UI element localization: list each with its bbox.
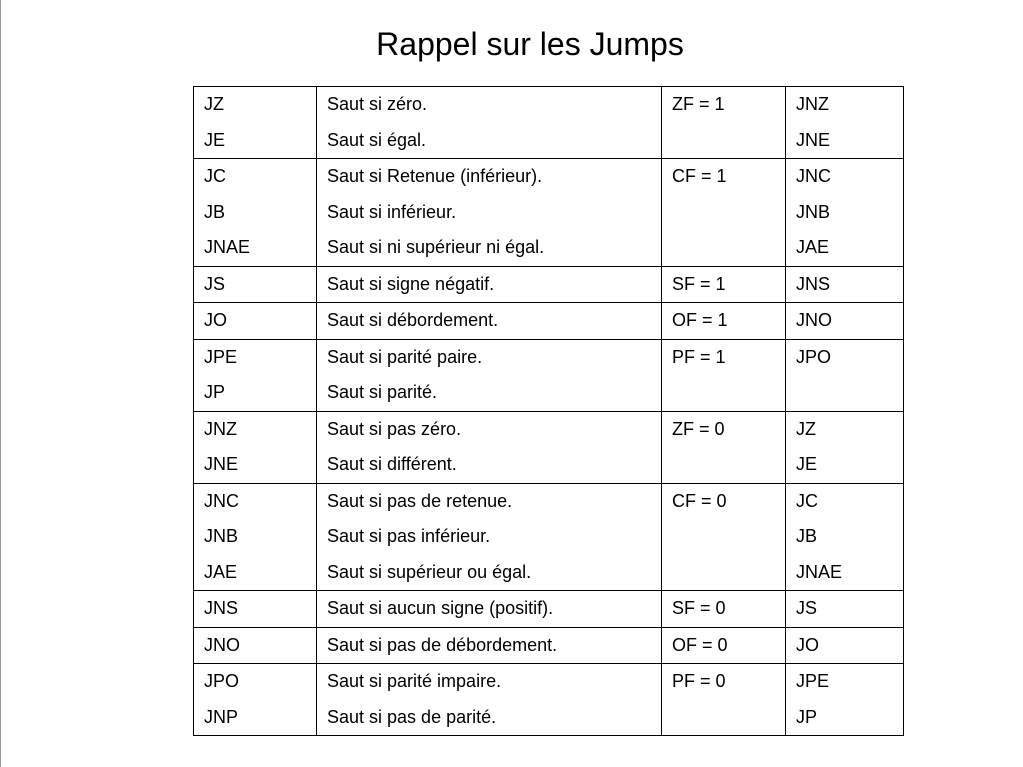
opposite-jump-cell: JZ <box>786 411 904 447</box>
jump-mnemonic-cell: JNZ <box>194 411 317 447</box>
flag-condition-cell <box>662 555 786 591</box>
flag-condition-cell: OF = 0 <box>662 627 786 664</box>
jump-mnemonic-cell: JNC <box>194 483 317 519</box>
table-row <box>194 447 904 483</box>
jump-mnemonic-cell: JNO <box>194 627 317 664</box>
table-row <box>194 87 904 123</box>
flag-condition-cell: ZF = 1 <box>662 87 786 123</box>
table-row <box>194 266 904 303</box>
opposite-jump-cell: JPO <box>786 339 904 375</box>
flag-condition-cell <box>662 195 786 231</box>
table-row <box>194 411 904 447</box>
jump-description-cell: Saut si supérieur ou égal. <box>317 555 662 591</box>
table-row <box>194 483 904 519</box>
opposite-jump-cell: JO <box>786 627 904 664</box>
jump-group <box>194 339 904 411</box>
jump-mnemonic-cell: JNS <box>194 591 317 628</box>
jump-description-cell: Saut si pas de retenue. <box>317 483 662 519</box>
jump-group <box>194 303 904 340</box>
opposite-jump-cell: JNE <box>786 123 904 159</box>
jump-description-cell: Saut si pas de débordement. <box>317 627 662 664</box>
jump-mnemonic-cell: JB <box>194 195 317 231</box>
jump-mnemonic-cell: JPO <box>194 664 317 700</box>
table-row <box>194 375 904 411</box>
opposite-jump-cell: JE <box>786 447 904 483</box>
page-title: Rappel sur les Jumps <box>376 26 684 62</box>
jump-description-cell: Saut si pas zéro. <box>317 411 662 447</box>
jump-description-cell: Saut si aucun signe (positif). <box>317 591 662 628</box>
jump-mnemonic-cell: JNB <box>194 519 317 555</box>
jump-group <box>194 664 904 736</box>
jump-mnemonic-cell: JZ <box>194 87 317 123</box>
flag-condition-cell <box>662 230 786 266</box>
flag-condition-cell: PF = 0 <box>662 664 786 700</box>
opposite-jump-cell: JC <box>786 483 904 519</box>
jumps-table <box>193 86 904 736</box>
jump-description-cell: Saut si débordement. <box>317 303 662 340</box>
jump-mnemonic-cell: JPE <box>194 339 317 375</box>
table-row <box>194 700 904 736</box>
opposite-jump-cell: JB <box>786 519 904 555</box>
flag-condition-cell <box>662 519 786 555</box>
table-row <box>194 555 904 591</box>
flag-condition-cell <box>662 447 786 483</box>
opposite-jump-cell: JNO <box>786 303 904 340</box>
table-row <box>194 303 904 340</box>
flag-condition-cell <box>662 375 786 411</box>
jump-mnemonic-cell: JC <box>194 159 317 195</box>
opposite-jump-cell: JPE <box>786 664 904 700</box>
jump-mnemonic-cell: JNP <box>194 700 317 736</box>
jump-group <box>194 591 904 628</box>
flag-condition-cell: SF = 1 <box>662 266 786 303</box>
flag-condition-cell: CF = 0 <box>662 483 786 519</box>
flag-condition-cell: OF = 1 <box>662 303 786 340</box>
flag-condition-cell: CF = 1 <box>662 159 786 195</box>
jump-group <box>194 627 904 664</box>
jump-group <box>194 159 904 267</box>
opposite-jump-cell: JNC <box>786 159 904 195</box>
jump-description-cell: Saut si parité. <box>317 375 662 411</box>
opposite-jump-cell: JAE <box>786 230 904 266</box>
jump-description-cell: Saut si égal. <box>317 123 662 159</box>
jump-mnemonic-cell: JAE <box>194 555 317 591</box>
opposite-jump-cell: JNB <box>786 195 904 231</box>
jump-group <box>194 87 904 159</box>
opposite-jump-cell: JNS <box>786 266 904 303</box>
opposite-jump-cell <box>786 375 904 411</box>
jump-group <box>194 483 904 591</box>
flag-condition-cell <box>662 123 786 159</box>
opposite-jump-cell: JNZ <box>786 87 904 123</box>
jump-mnemonic-cell: JNAE <box>194 230 317 266</box>
flag-condition-cell: ZF = 0 <box>662 411 786 447</box>
opposite-jump-cell: JP <box>786 700 904 736</box>
jump-description-cell: Saut si ni supérieur ni égal. <box>317 230 662 266</box>
table-row <box>194 339 904 375</box>
table-row <box>194 664 904 700</box>
table-row <box>194 519 904 555</box>
jump-description-cell: Saut si inférieur. <box>317 195 662 231</box>
opposite-jump-cell: JS <box>786 591 904 628</box>
table-row <box>194 195 904 231</box>
opposite-jump-cell: JNAE <box>786 555 904 591</box>
jump-mnemonic-cell: JS <box>194 266 317 303</box>
jump-description-cell: Saut si pas de parité. <box>317 700 662 736</box>
jump-description-cell: Saut si pas inférieur. <box>317 519 662 555</box>
table-row <box>194 159 904 195</box>
flag-condition-cell: PF = 1 <box>662 339 786 375</box>
jump-mnemonic-cell: JNE <box>194 447 317 483</box>
jump-mnemonic-cell: JE <box>194 123 317 159</box>
table-row <box>194 230 904 266</box>
jump-group <box>194 266 904 303</box>
jump-group <box>194 411 904 483</box>
jump-description-cell: Saut si différent. <box>317 447 662 483</box>
table-row <box>194 627 904 664</box>
jump-description-cell: Saut si parité paire. <box>317 339 662 375</box>
flag-condition-cell: SF = 0 <box>662 591 786 628</box>
jump-mnemonic-cell: JP <box>194 375 317 411</box>
jump-mnemonic-cell: JO <box>194 303 317 340</box>
jump-description-cell: Saut si signe négatif. <box>317 266 662 303</box>
jump-description-cell: Saut si Retenue (inférieur). <box>317 159 662 195</box>
jump-description-cell: Saut si zéro. <box>317 87 662 123</box>
table-row <box>194 591 904 628</box>
table-row <box>194 123 904 159</box>
flag-condition-cell <box>662 700 786 736</box>
left-border-line <box>0 0 1 767</box>
jump-description-cell: Saut si parité impaire. <box>317 664 662 700</box>
